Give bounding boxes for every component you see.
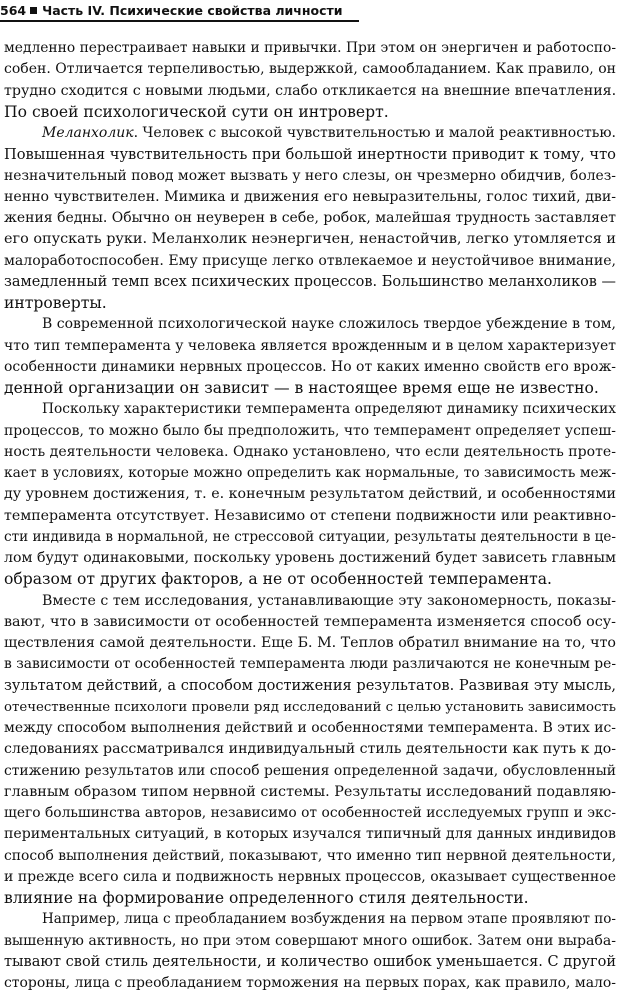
- line-text: и прежде всего сила и подвижность нервных процессов, оказывает существенное: [4, 868, 616, 885]
- text-line: [4, 527, 616, 548]
- text-line: [4, 272, 616, 293]
- text-line: [4, 314, 616, 335]
- text-line: [4, 59, 616, 80]
- line-text: Повышенная чувствительность при большой инертности приводит к тому, что: [4, 146, 616, 164]
- line-text: . Человек с высокой чувствительностью и малой реактивностью.: [133, 125, 616, 141]
- line-text: главным образом типом нервной системы. Результаты исследований подавляю-: [4, 783, 616, 800]
- line-text: периментальных ситуаций, в которых изучался типичный для данных индивидов: [4, 826, 616, 843]
- text-line: [4, 293, 616, 314]
- line-text: замедленный темп всех психических процессов. Большинство меланхоликов —: [4, 273, 616, 290]
- header-rule: [0, 20, 359, 22]
- line-text: образом от других факторов, а не от особенностей темперамента.: [4, 570, 552, 589]
- text-line: [4, 612, 616, 633]
- line-text: влияние на формирование определенного стиля деятельности.: [4, 889, 529, 907]
- text-line: [4, 251, 616, 272]
- line-text: собен. Отличается терпеливостью, выдержкой, самообладанием. Как правило, он: [4, 61, 616, 78]
- line-text: стижению результатов или способ решения определенной задачи, обусловленный: [4, 762, 616, 779]
- text-line: [4, 187, 616, 208]
- line-text: отечественные психологи провели ряд исследований с целью установить зависимость: [4, 699, 616, 715]
- text-line: [4, 463, 616, 484]
- text-line: [4, 442, 616, 463]
- line-text: ность деятельности человека. Однако установлено, что если деятельность проте-: [4, 443, 616, 460]
- line-text: сти индивида в нормальной, не стрессовой ситуации, результаты деятельности в це-: [4, 528, 616, 545]
- text-line: [4, 166, 616, 187]
- text-line: [4, 144, 616, 165]
- line-text: вают, что в зависимости от особенностей темперамента изменяется способ осу-: [4, 613, 616, 630]
- term-heading: Меланхолик: [42, 125, 134, 141]
- line-text: В современной психологической науке сложилось твердое убеждение в том,: [42, 316, 616, 333]
- text-line: [4, 357, 616, 378]
- text-line: [4, 208, 616, 229]
- line-text: Поскольку характеристики темперамента определяют динамику психических: [42, 401, 616, 418]
- text-line: [4, 676, 616, 697]
- line-text: Например, лица с преобладанием возбуждения на первом этапе проявляют по-: [42, 911, 616, 928]
- text-line: [4, 654, 616, 675]
- text-line: [4, 952, 616, 973]
- page-number: 564: [0, 2, 27, 18]
- text-line: [4, 973, 616, 994]
- line-text: малоработоспособен. Ему присуще легко отвлекаемое и неустойчивое внимание,: [4, 252, 616, 269]
- line-text: кает в условиях, которые можно определить как нормальные, то зависимость меж-: [4, 465, 616, 481]
- text-line: [4, 506, 616, 527]
- line-text: тывают свой стиль деятельности, и количество ошибок уменьшается. С другой: [4, 953, 616, 970]
- line-text: незначительный повод может вызвать у него слезы, он чрезмерно обидчив, болез-: [4, 167, 616, 184]
- line-text: медленно перестраивает навыки и привычки. При этом он энергичен и работоспо-: [4, 40, 616, 56]
- line-text: в зависимости от особенностей темперамента люди различаются не конечным ре-: [4, 656, 617, 673]
- line-text: между способом выполнения действий и особенностями темперамента. В этих ис-: [4, 720, 616, 736]
- line-text: лом будут одинаковыми, поскольку уровень достижений будет зависеть главным: [4, 550, 616, 566]
- text-line: [4, 803, 616, 824]
- text-line: [4, 123, 616, 144]
- line-text: зультатом действий, а способом достижения результатов. Развивая эту мысль,: [4, 677, 616, 694]
- line-text: следованиях рассматривался индивидуальный стиль деятельности как путь к до-: [4, 741, 616, 758]
- line-text: ществления самой деятельности. Еще Б. М. Теплов обратил внимание на то, что: [4, 635, 616, 651]
- text-line: [4, 399, 616, 420]
- text-line: [4, 931, 616, 952]
- line-text: интроверты.: [4, 294, 107, 312]
- line-text: ненно чувствителен. Мимика и движения его невыразительны, голос тихий, дви-: [4, 188, 616, 205]
- line-text: денной организации он зависит — в настоящее время еще не известно.: [4, 379, 599, 397]
- text-line: [4, 81, 616, 102]
- text-line: [4, 229, 616, 250]
- line-text: стороны, лица с преобладанием торможения на первых порах, как правило, мало-: [4, 975, 616, 991]
- text-line: [4, 867, 616, 888]
- line-text: вышенную активность, но при этом совершают много ошибок. Затем они выраба-: [4, 932, 616, 949]
- line-text: По своей психологической сути он интроверт.: [4, 102, 389, 121]
- text-line: [4, 633, 616, 654]
- running-title: Часть IV. Психические свойства личности: [42, 2, 343, 18]
- text-line: [4, 909, 616, 930]
- text-line: [4, 336, 616, 357]
- text-line: [4, 718, 616, 739]
- text-line: [4, 484, 616, 505]
- text-line: [4, 102, 616, 123]
- text-line: [4, 569, 616, 590]
- text-line: [4, 697, 616, 718]
- text-line: [4, 824, 616, 845]
- text-line: [4, 888, 616, 909]
- line-text: щего большинства авторов, независимо от особенностей исследуемых групп и экс-: [4, 805, 616, 821]
- body-text: [4, 38, 616, 994]
- text-line: [4, 591, 616, 612]
- line-text: ду уровнем достижения, т. е. конечным результатом действий, и особенностями: [4, 486, 616, 503]
- line-text: процессов, то можно было бы предположить, что темперамент определяет успеш-: [4, 422, 616, 439]
- line-text: жения бедны. Обычно он неуверен в себе, робок, малейшая трудность заставляет: [4, 210, 616, 226]
- text-line: [4, 421, 616, 442]
- line-text: Вместе с тем исследования, устанавливающие эту закономерность, показы-: [42, 592, 616, 609]
- text-line: [4, 782, 616, 803]
- text-line: [4, 846, 616, 867]
- text-line: [4, 761, 616, 782]
- line-text: способ выполнения действий, показывают, что именно тип нервной деятельности,: [4, 847, 616, 864]
- running-head: [0, 0, 343, 20]
- text-line: [4, 739, 616, 760]
- text-line: [4, 548, 616, 569]
- line-text: особенности динамики нервных процессов. Но от каких именно свойств его врож-: [4, 358, 616, 375]
- line-text: темперамента отсутствует. Независимо от степени подвижности или реактивно-: [4, 507, 616, 524]
- line-text: его опускать руки. Меланхолик неэнергичен, ненастойчив, легко утомляется и: [4, 231, 616, 248]
- text-line: [4, 378, 616, 399]
- black-square-icon: [30, 7, 37, 14]
- line-text: трудно сходится с новыми людьми, слабо откликается на внешние впечатления.: [4, 82, 617, 99]
- line-text: что тип темперамента у человека является врожденным и в целом характеризует: [4, 337, 616, 354]
- text-line: [4, 38, 616, 59]
